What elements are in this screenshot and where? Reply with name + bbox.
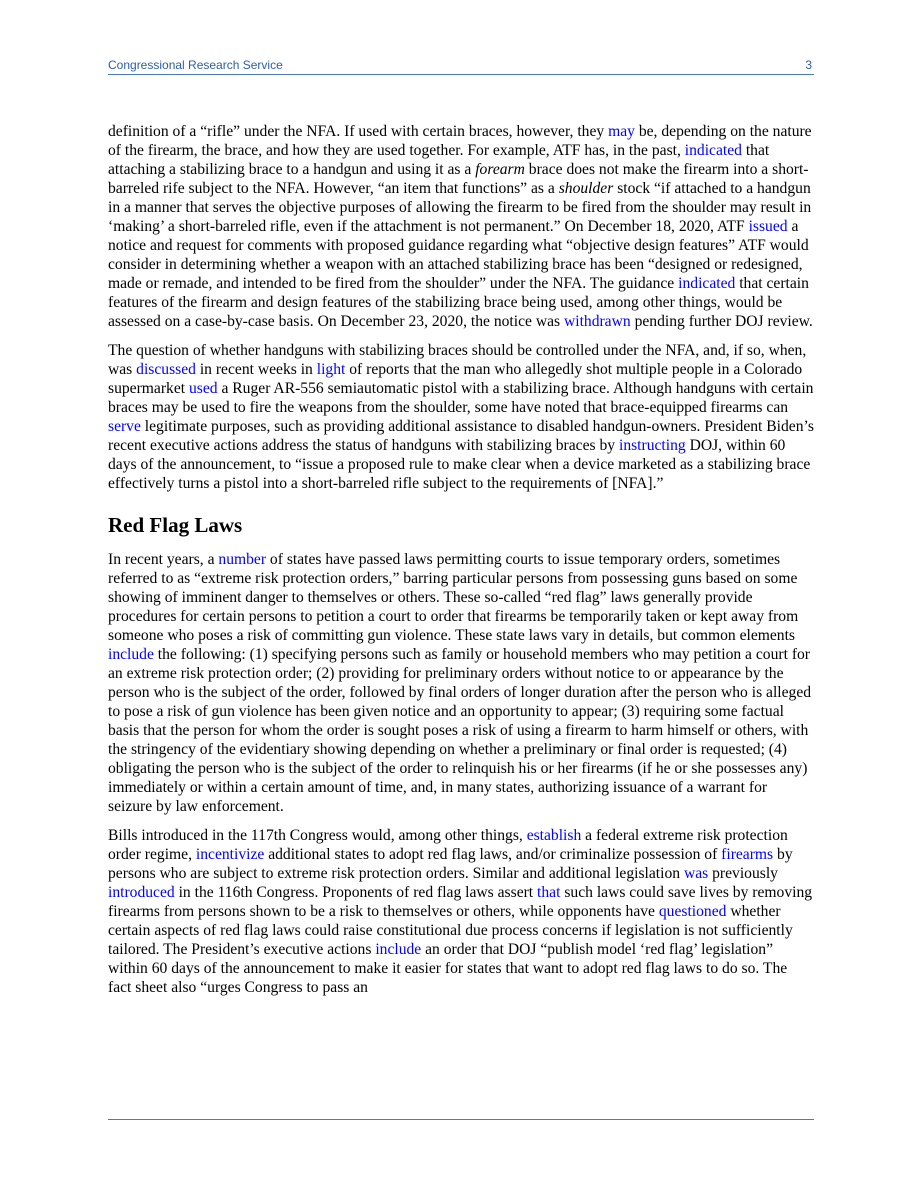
link-issued[interactable]: issued: [748, 218, 788, 235]
link-indicated[interactable]: indicated: [684, 142, 742, 159]
link-indicated-guidance[interactable]: indicated: [678, 275, 736, 292]
document-body: [108, 122, 814, 1007]
text-run: a federal extreme risk protection order regime,: [108, 827, 788, 863]
text-run: such laws could save lives by removing firearms from persons shown to be a risk to themselves or others, while opponents have: [108, 884, 813, 920]
text-run: brace does not make the firearm into a short-barreled rife subject to the NFA. However, “an item that functions” as a: [108, 161, 809, 197]
link-include[interactable]: include: [108, 646, 154, 663]
paragraph-stabilizing-braces: [108, 122, 814, 331]
text-run: pending further DOJ review.: [630, 313, 813, 330]
section-heading: Red Flag Laws: [108, 513, 243, 537]
text-run: be, depending on the nature of the firearm, the brace, and how they are used together. For example, ATF has, in the past,: [108, 123, 812, 159]
footer-divider: [108, 1119, 814, 1120]
text-run: in the 116th Congress. Proponents of red flag laws assert: [174, 884, 538, 901]
text-run: Bills introduced in the 117th Congress would, among other things,: [108, 827, 527, 844]
text-run: previously: [708, 865, 778, 882]
text-run: by persons who are subject to extreme risk protection orders. Similar and additional legislation: [108, 846, 793, 882]
link-discussed[interactable]: discussed: [136, 361, 196, 378]
link-used[interactable]: used: [188, 380, 218, 397]
link-number[interactable]: number: [218, 551, 267, 568]
text-run: that attaching a stabilizing brace to a handgun and using it as a: [108, 142, 770, 178]
text-run: legitimate purposes, such as providing additional assistance to disabled handgun-owners. President Biden’s recent executive actions address the status of handguns with stabilizing braces by: [108, 418, 814, 454]
text-run: stock “if attached to a handgun in a manner that serves the objective purposes of allowing the firearm to be fired from the shoulder may result in ‘making’ a short-barreled rifle, even if the attachment is not permanent.” On December 18, 2020, ATF: [108, 180, 812, 235]
link-questioned[interactable]: questioned: [658, 903, 727, 920]
text-run: In recent years, a: [108, 551, 219, 568]
link-incentivize[interactable]: incentivize: [195, 846, 265, 863]
paragraph-red-flag-overview: [108, 550, 814, 816]
paragraph-red-flag-bills: [108, 826, 814, 997]
page-header: [108, 56, 814, 75]
link-introduced[interactable]: introduced: [108, 884, 175, 901]
text-run: additional states to adopt red flag laws, and/or criminalize possession of: [264, 846, 722, 863]
text-run: of reports that the man who allegedly shot multiple people in a Colorado supermarket: [108, 361, 803, 397]
link-was[interactable]: was: [683, 865, 709, 882]
text-run: of states have passed laws permitting courts to issue temporary orders, sometimes referred to as “extreme risk protection orders,” barring particular persons from possessing guns based on some showing of imminent danger to themselves or others. These so-called “red flag” laws generally provide procedures for certain persons to petition a court to order that firearms be temporarily taken or kept away from someone who poses a risk of committing gun violence. These state laws vary in details, but common elements: [108, 551, 799, 644]
link-establish[interactable]: establish: [526, 827, 582, 844]
link-that[interactable]: that: [537, 884, 561, 901]
link-serve[interactable]: serve: [108, 418, 141, 435]
link-light[interactable]: light: [316, 361, 346, 378]
text-run: definition of a “rifle” under the NFA. If used with certain braces, however, they: [108, 123, 609, 140]
text-run: the following: (1) specifying persons such as family or household members who may petition a court for an extreme risk protection order; (2) providing for preliminary orders without notice to or appearance by the person who is the subject of the order, followed by final orders of longer duration after the person who is alleged to pose a risk of gun violence has been given notice and an opportunity to appear; (3) requiring some factual basis that the person for whom the order is sought poses a risk of using a firearm to harm himself or others, with the stringency of the evidentiary showing depending on whether a preliminary or final order is requested; (4) obligating the person who is the subject of the order to relinquish his or her firearms (if he or she possesses any) immediately or within a certain amount of time, and, in many states, authorizing issuance of a warrant for seizure by law enforcement.: [108, 646, 812, 815]
italic-forearm: forearm: [475, 161, 525, 178]
text-run: whether certain aspects of red flag laws could raise constitutional due process concerns if legislation is not sufficiently tailored. The President’s executive actions: [108, 903, 793, 958]
link-firearms[interactable]: firearms: [721, 846, 774, 863]
text-run: an order that DOJ “publish model ‘red flag’ legislation” within 60 days of the announcement to make it easier for states that want to adopt red flag laws to do so. The fact sheet also “urges Congress to pass an: [108, 941, 788, 996]
link-withdrawn[interactable]: withdrawn: [563, 313, 631, 330]
page-number: 3: [805, 58, 812, 72]
text-run: The question of whether handguns with stabilizing braces should be controlled under the NFA, and, if so, when, was: [108, 342, 807, 378]
link-may[interactable]: may: [608, 123, 635, 140]
link-include-actions[interactable]: include: [375, 941, 422, 958]
text-run: a Ruger AR-556 semiautomatic pistol with a stabilizing brace. Although handguns with certain braces may be used to fire the weapons from the shoulder, some have noted that brace-equipped firearms can: [108, 380, 814, 416]
text-run: that certain features of the firearm and design features of the stabilizing brace being used, among other things, would be assessed on a case-by-case basis. On December 23, 2020, the notice was: [108, 275, 809, 330]
text-run: in recent weeks in: [195, 361, 317, 378]
text-run: a notice and request for comments with proposed guidance regarding what “objective design features” ATF would consider in determining whether a weapon with an attached stabilizing brace has been “designed or redesigned, made or remade, and intended to be fired from the shoulder” under the NFA. The guidance: [108, 218, 809, 292]
link-instructing[interactable]: instructing: [618, 437, 686, 454]
paragraph-handguns-braces: [108, 341, 814, 493]
text-run: DOJ, within 60 days of the announcement, to “issue a proposed rule to make clear when a device marketed as a stabilizing brace effectively turns a pistol into a short-barreled rifle subject to the requirements of [NFA].”: [108, 437, 811, 492]
header-title: Congressional Research Service: [108, 58, 283, 72]
italic-shoulder: shoulder: [558, 180, 614, 197]
